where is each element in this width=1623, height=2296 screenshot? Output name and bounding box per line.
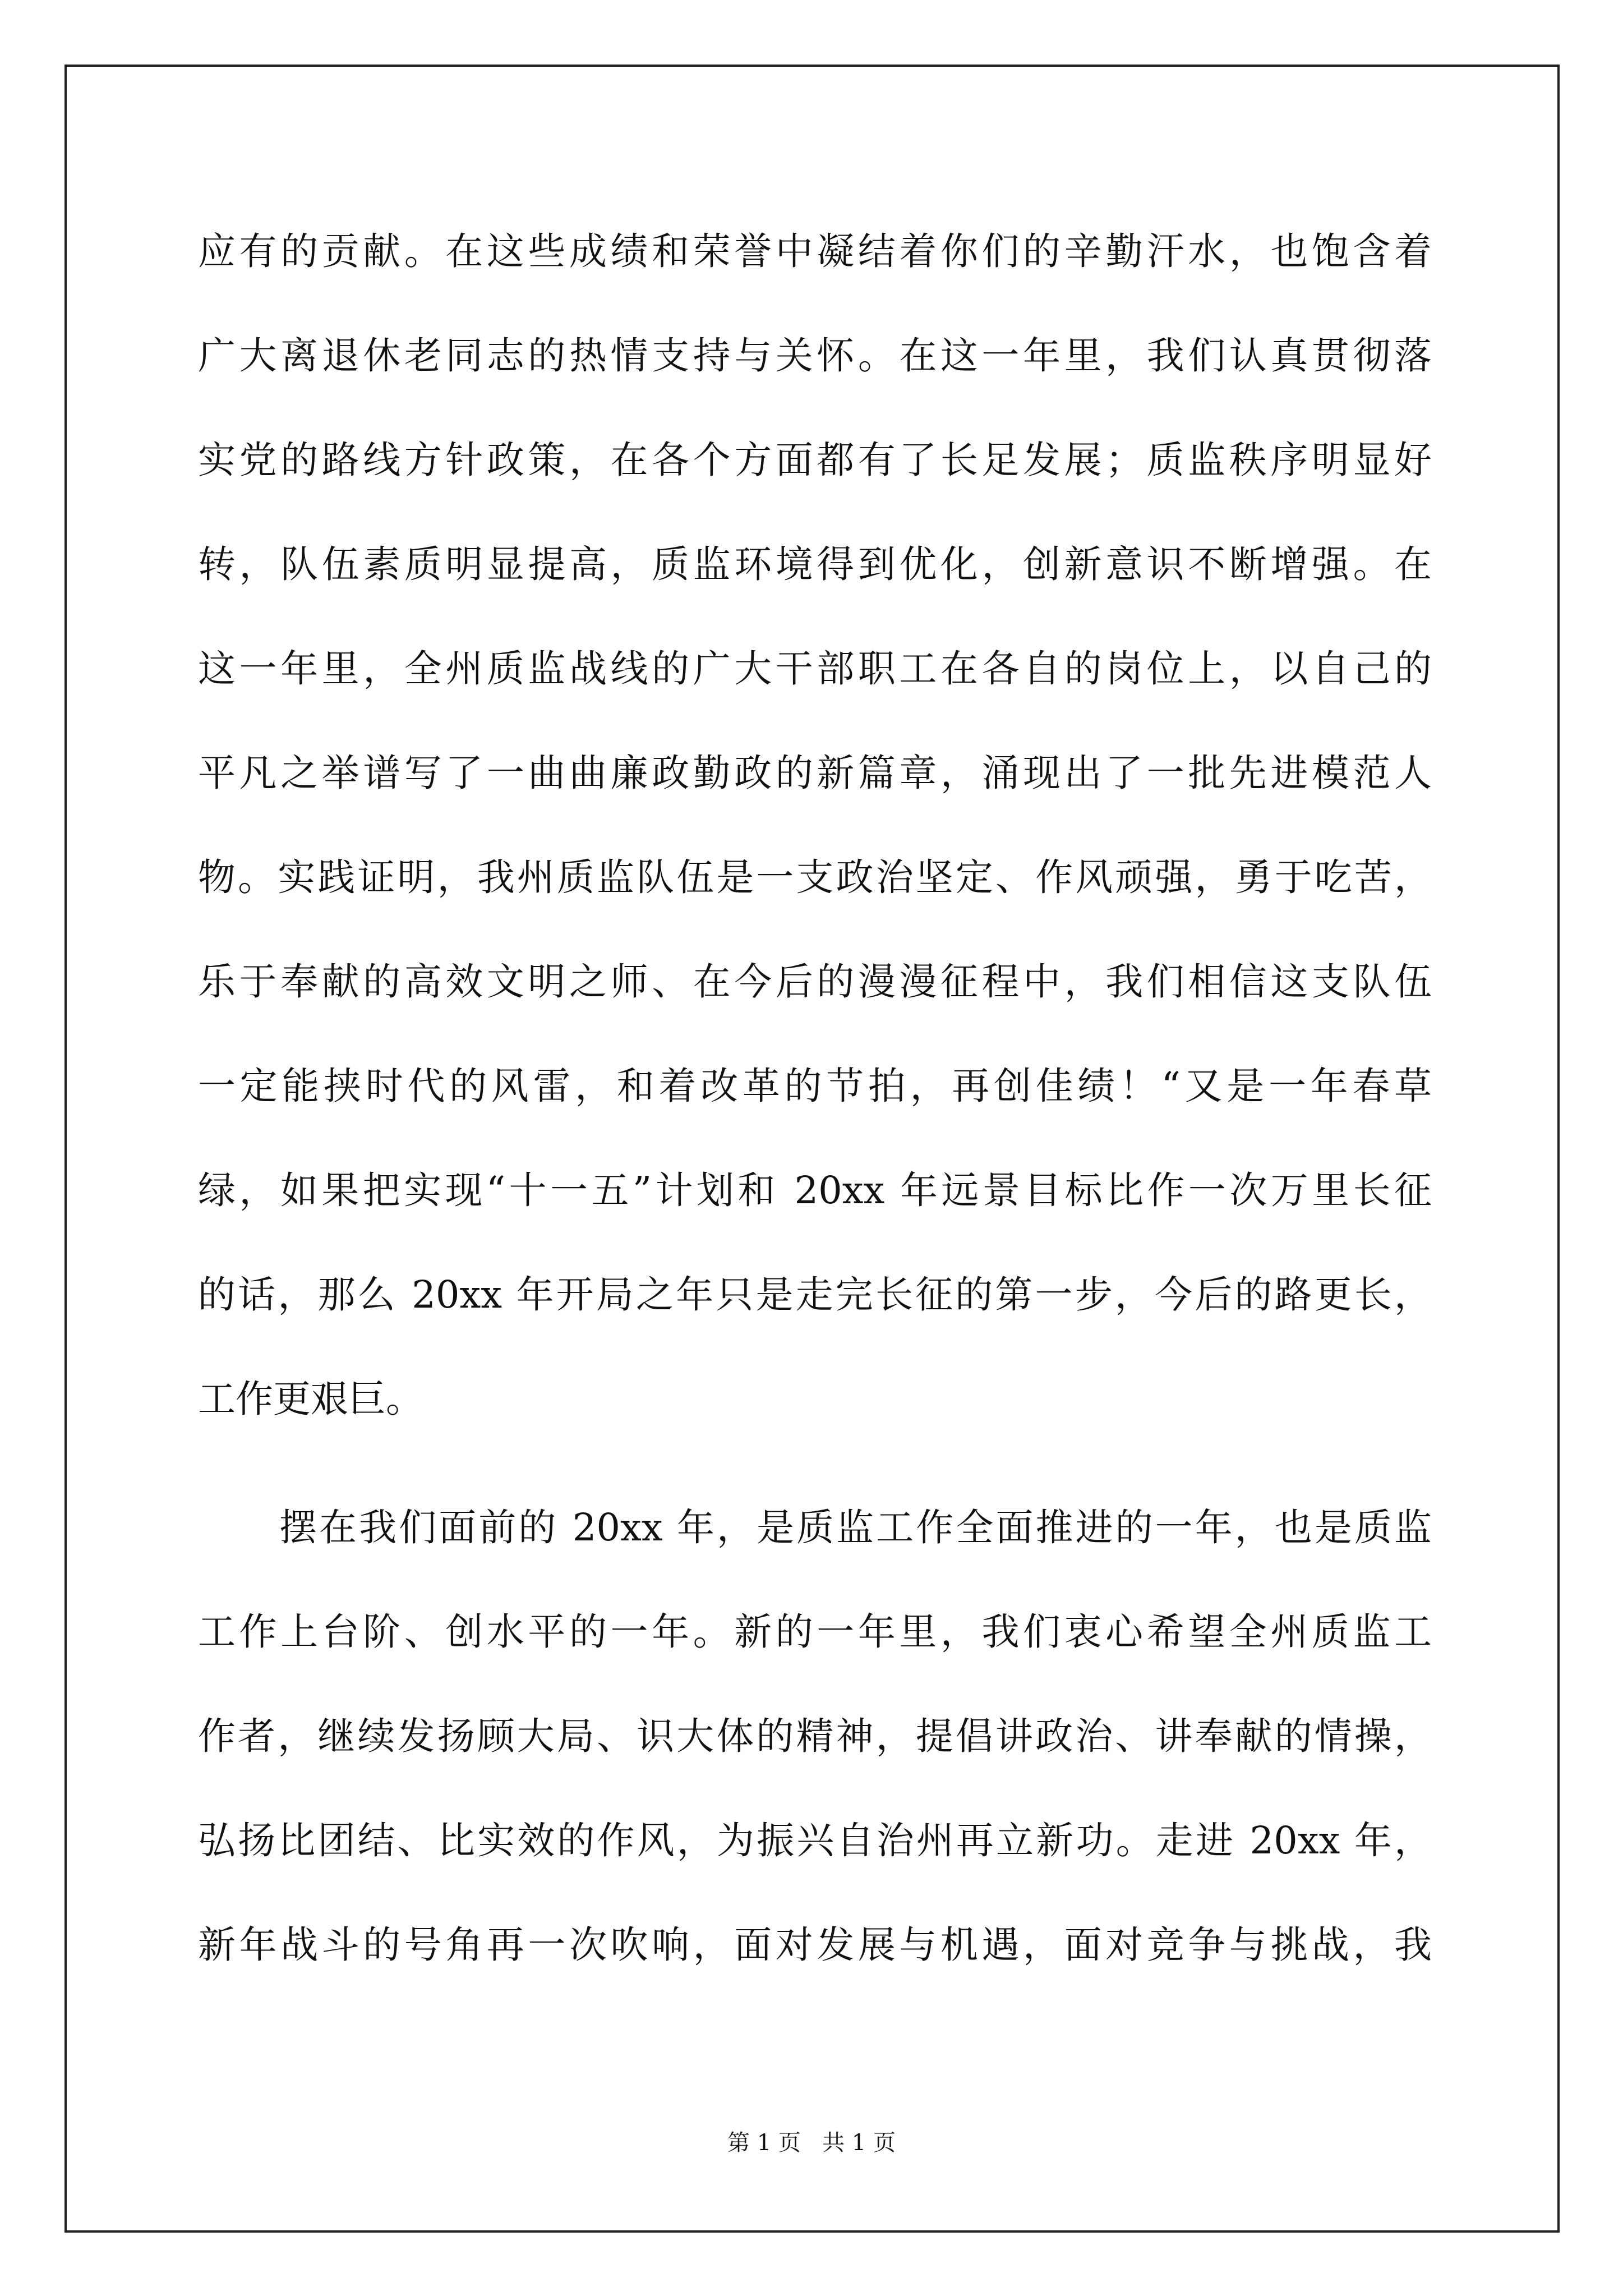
text-line: 一定能挟时代的风雷，和着改革的节拍，再创佳绩！“又是一年春草 <box>198 1064 1432 1108</box>
text-line: 平凡之举谱写了一曲曲廉政勤政的新篇章，涌现出了一批先进模范人 <box>198 751 1432 795</box>
text-line: 作者，继续发扬顾大局、识大体的精神，提倡讲政治、讲奉献的情操， <box>198 1714 1432 1758</box>
text-line: 新年战斗的号角再一次吹响，面对发展与机遇，面对竞争与挑战，我 <box>198 1923 1432 1967</box>
page-number-footer: 第 1 页 共 1 页 <box>727 2130 896 2156</box>
text-line: 实党的路线方针政策，在各个方面都有了长足发展；质监秩序明显好 <box>198 438 1432 482</box>
page-border <box>64 65 1560 2233</box>
text-line: 乐于奉献的高效文明之师、在今后的漫漫征程中，我们相信这支队伍 <box>198 960 1432 1004</box>
text-line: 广大离退休老同志的热情支持与关怀。在这一年里，我们认真贯彻落 <box>198 334 1432 378</box>
text-line: 应有的贡献。在这些成绩和荣誉中凝结着你们的辛勤汗水，也饱含着 <box>198 229 1432 273</box>
text-line: 工作更艰巨。 <box>198 1377 423 1421</box>
text-line: 转，队伍素质明显提高，质监环境得到优化，创新意识不断增强。在 <box>198 542 1432 586</box>
text-line: 弘扬比团结、比实效的作风，为振兴自治州再立新功。走进 20xx 年， <box>198 1819 1432 1862</box>
text-line: 工作上台阶、创水平的一年。新的一年里，我们衷心希望全州质监工 <box>198 1610 1432 1654</box>
text-line: 绿，如果把实现“十一五”计划和 20xx 年远景目标比作一次万里长征 <box>198 1168 1432 1212</box>
text-line: 物。实践证明，我州质监队伍是一支政治坚定、作风顽强，勇于吃苦， <box>198 855 1432 899</box>
text-line: 这一年里，全州质监战线的广大干部职工在各自的岗位上，以自己的 <box>198 647 1432 691</box>
text-line: 的话，那么 20xx 年开局之年只是走完长征的第一步，今后的路更长， <box>198 1273 1432 1317</box>
text-line: 摆在我们面前的 20xx 年，是质监工作全面推进的一年，也是质监 <box>279 1506 1432 1549</box>
